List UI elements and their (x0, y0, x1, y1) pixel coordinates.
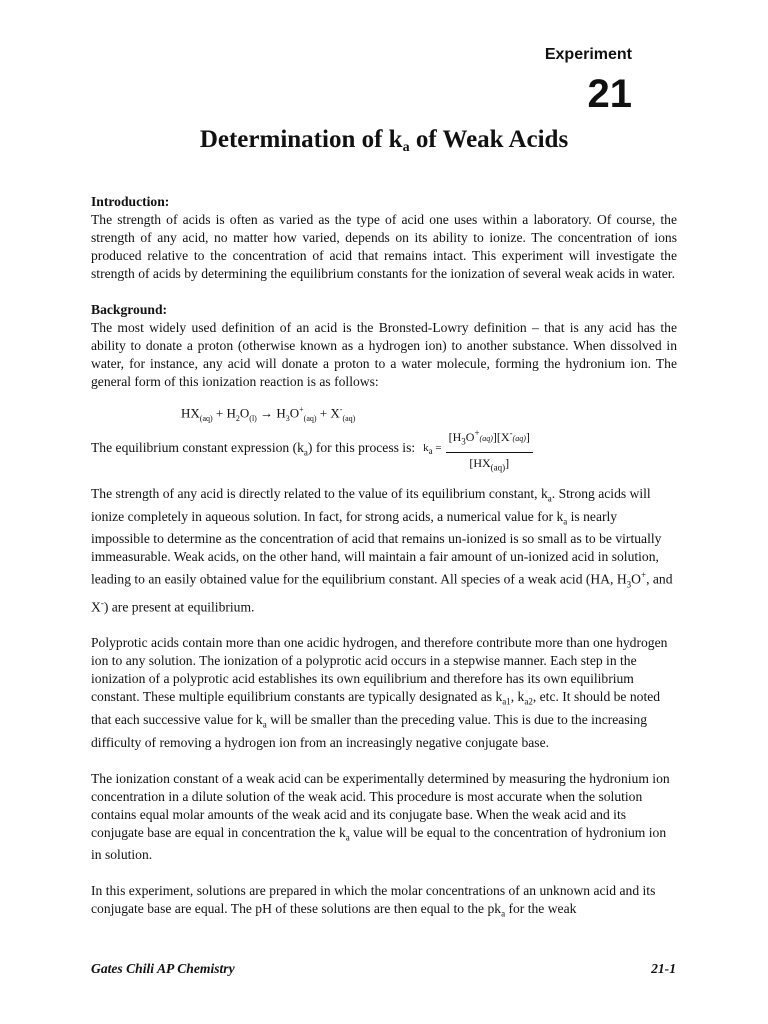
polyprotic-paragraph: Polyprotic acids contain more than one acidic hydrogen, and therefore contribute more than one hydrogen ion to any solution. The ionization of a polyprotic acid occurs in a stepwise manner. Each step in the ionization of a polyprotic acid establishes its own equilibrium and therefore has its own equilibrium constant. These multiple equilibrium constants are typically designated as $k_{a1}$, $k_{a2}$, etc. It should be noted that each successive value for $k_a$ will be smaller than the preceding value. This is due to the increasing difficulty of removing a hydrogen ion from an increasingly negative conjugate base. (91, 635, 668, 750)
ka-denominator: $[HX_{(aq)}]$ (469, 455, 510, 472)
footer-page-number: 21-1 (651, 961, 676, 976)
ka-numerator: $[H_3O^+(aq)][X^-(aq)]$ (446, 424, 533, 452)
title-prefix: Determination of k (199, 126, 403, 153)
background-heading: Background: (91, 302, 168, 317)
introduction-heading: Introduction: (91, 194, 170, 209)
title-subscript: a (402, 140, 410, 155)
ka-formula (423, 424, 533, 476)
introduction-paragraph: The strength of acids is often as varied as the type of acid one uses within a laboratory. Of course, the strength of any acid, no matter how varied, depends on its ability to ionize. The concentration of ions produced relative to the concentration of acid that remains intact. This experiment will investigate the strength of acids by determining the equilibrium constants for the ionization of several weak acids in water. (91, 212, 677, 281)
strength-paragraph: The strength of any acid is directly related to the value of its equilibrium constant, $k_a$. Strong acids will ionize completely in aqueous solution. In fact, for strong acids, a numerical value for $k_a$ is nearly impossible to determine as the concentration of acid that remains un-ionized is so small as to be virtually immeasurable. Weak acids, on the other hand, will maintain a fair amount of un-ionized acid in solution, leading to an easily obtained value for the equilibrium constant. All species of a weak acid (HA, $H_3O^+$, and X-) are present at equilibrium. (91, 486, 673, 615)
experiment-label: Experiment (544, 46, 632, 63)
page-title (0, 124, 768, 164)
experiment-paragraph: In this experiment, solutions are prepared in which the molar concentrations of an unknown acid and its conjugate base are equal. The pH of these solutions are then equal to the $pk_a$ for the weak (91, 883, 656, 920)
equilibrium-expression-text: The equilibrium constant expression $(k_a)$ for this process is: (91, 439, 416, 458)
document-body (91, 193, 677, 923)
background-paragraph: The most widely used definition of an acid is the Bronsted-Lowry definition – that is any acid has the ability to donate a proton (otherwise known as a hydrogen ion) to another substance. When dissolved in water, for instance, any acid will donate a proton to a water molecule, forming the hydronium ion. The general form of this ionization reaction is as follows: (91, 320, 677, 389)
equilibrium-expression-row (91, 428, 677, 472)
experiment-number: 21 (587, 72, 632, 116)
ionization-equation: $HX_{(aq)} + H_2O_{(l)} \to H_3O^+_{(aq)} + X^-_{(aq)}$ (181, 405, 356, 423)
ionization-constant-paragraph: The ionization constant of a weak acid can be experimentally determined by measuring the hydronium ion concentration in a dilute solution of the weak acid. This procedure is most accurate when the solution contains equal molar amounts of the weak acid and its conjugate base. When the weak acid and its conjugate base are equal in concentration the $k_a$ value will be equal to the concentration of hydronium ion in solution. (91, 770, 670, 863)
title-suffix: of Weak Acids (409, 126, 569, 153)
ka-fraction (446, 424, 533, 476)
ka-symbol: $k_a$ = (423, 442, 442, 457)
footer-course: Gates Chili AP Chemistry (91, 961, 235, 976)
